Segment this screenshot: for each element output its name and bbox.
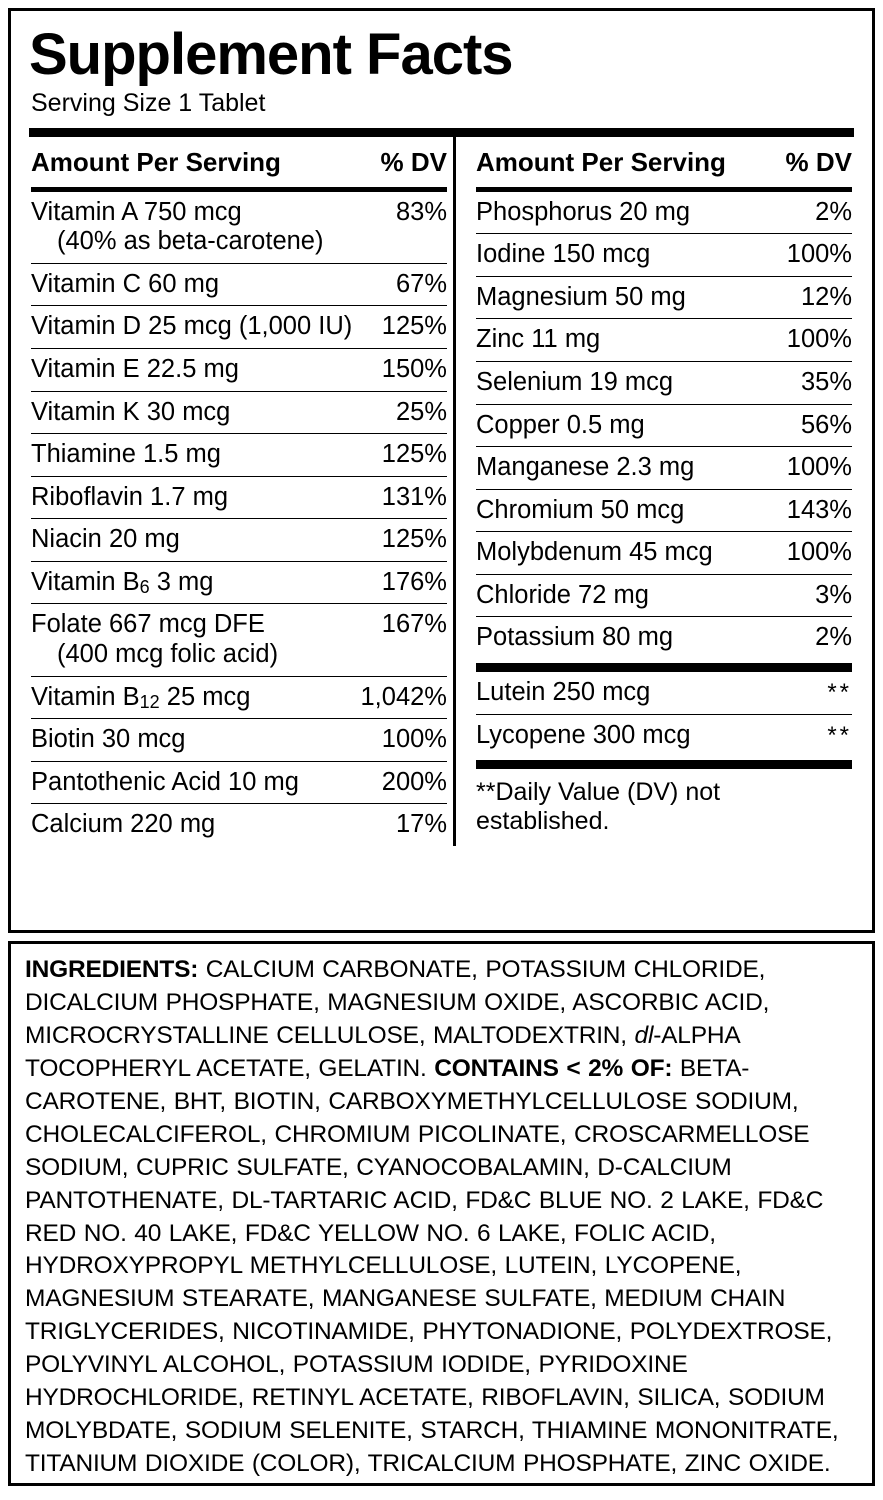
contains-less-than-label: CONTAINS < 2% OF: — [434, 1054, 673, 1082]
nutrient-daily-value: 56% — [800, 410, 852, 439]
nutrient-row — [476, 531, 852, 574]
nutrient-row — [476, 233, 852, 276]
nutrient-row — [31, 433, 447, 476]
nutrient-name: Zinc 11 mg — [476, 325, 601, 354]
nutrient-row — [476, 616, 852, 659]
nutrient-row — [31, 761, 447, 804]
ingredients-panel — [8, 941, 875, 1486]
nutrient-daily-value: 167% — [381, 610, 447, 639]
nutrient-daily-value: 143% — [786, 495, 852, 524]
nutrient-daily-value: 176% — [381, 567, 447, 596]
nutrient-row — [476, 318, 852, 361]
ingredients-part2: -ALPHA TOCOPHERYL ACETATE, GELATIN. — [25, 1021, 740, 1082]
nutrient-subnote: (400 mcg folic acid) — [57, 640, 279, 669]
nutrient-row — [31, 518, 447, 561]
nutrient-daily-value: 83% — [395, 197, 447, 226]
nutrient-daily-value: 125% — [381, 525, 447, 554]
nutrient-name: Vitamin B12 25 mcg — [31, 682, 251, 712]
nutrient-daily-value: 17% — [395, 810, 447, 839]
daily-value-footnote: **Daily Value (DV) not established. — [476, 778, 721, 835]
nutrient-daily-value: 2% — [815, 623, 852, 652]
amount-per-serving-label-left: Amount Per Serving — [31, 146, 281, 177]
nutrient-name: Folate 667 mcg DFE — [31, 610, 265, 639]
nutrient-daily-value: 100% — [786, 453, 852, 482]
nutrient-row — [31, 676, 447, 719]
nutrient-row — [476, 714, 852, 757]
nutrient-daily-value: 3% — [815, 580, 852, 609]
nutrient-row — [31, 348, 447, 391]
page-title: Supplement Facts — [29, 22, 513, 87]
nutrient-column-left — [25, 137, 453, 846]
ingredients-italic-prefix: dl — [634, 1021, 654, 1049]
nutrient-name: Riboflavin 1.7 mg — [31, 482, 229, 511]
nutrient-name: Iodine 150 mcg — [476, 240, 651, 269]
nutrient-daily-value: 12% — [800, 282, 852, 311]
nutrient-daily-value: ** — [827, 679, 852, 707]
divider-thick-right-upper — [476, 663, 852, 672]
nutrient-name: Vitamin B6 3 mg — [31, 567, 214, 597]
nutrient-daily-value: ** — [827, 721, 852, 749]
nutrient-daily-value: 1,042% — [360, 682, 447, 711]
supplement-facts-panel — [8, 8, 875, 933]
nutrient-daily-value: 100% — [786, 325, 852, 354]
column-header-right — [476, 137, 852, 187]
nutrient-name: Magnesium 50 mg — [476, 282, 686, 311]
percent-dv-label-left: % DV — [380, 146, 447, 177]
nutrient-name: Lutein 250 mcg — [476, 678, 651, 707]
nutrient-name: Vitamin K 30 mcg — [31, 397, 231, 426]
nutrient-name: Vitamin D 25 mcg (1,000 IU) — [31, 312, 353, 341]
divider-thick-top — [29, 128, 854, 137]
nutrient-column-right — [456, 137, 858, 846]
nutrient-name: Calcium 220 mg — [31, 810, 216, 839]
nutrient-name: Phosphorus 20 mg — [476, 197, 691, 226]
nutrient-name: Pantothenic Acid 10 mg — [31, 767, 299, 796]
nutrient-daily-value: 100% — [381, 725, 447, 754]
nutrient-list-right — [476, 192, 852, 659]
nutrient-row — [476, 574, 852, 617]
nutrient-list-left — [31, 192, 447, 846]
nutrient-daily-value: 200% — [381, 767, 447, 796]
nutrient-row — [31, 561, 447, 604]
nutrient-daily-value: 100% — [786, 240, 852, 269]
nutrient-name: Selenium 19 mcg — [476, 367, 674, 396]
nutrient-name: Lycopene 300 mcg — [476, 720, 691, 749]
nutrient-name: Vitamin A 750 mcg — [31, 197, 242, 226]
nutrient-daily-value: 35% — [800, 367, 852, 396]
nutrient-subnote: (40% as beta-carotene) — [57, 227, 324, 256]
nutrient-row — [476, 404, 852, 447]
nutrient-name: Manganese 2.3 mg — [476, 453, 695, 482]
nutrient-list-right-extra — [476, 672, 852, 756]
nutrient-daily-value: 100% — [786, 538, 852, 567]
column-header-left — [31, 137, 447, 187]
nutrient-row — [476, 489, 852, 532]
nutrient-daily-value: 125% — [381, 312, 447, 341]
nutrient-row — [31, 718, 447, 761]
nutrient-row — [476, 446, 852, 489]
nutrient-subscript: 6 — [139, 576, 150, 597]
ingredients-text — [25, 954, 858, 1481]
nutrient-row — [476, 672, 852, 714]
nutrient-row — [31, 391, 447, 434]
nutrient-daily-value: 67% — [395, 269, 447, 298]
nutrient-name: Vitamin E 22.5 mg — [31, 354, 239, 383]
nutrient-name: Potassium 80 mg — [476, 623, 674, 652]
nutrient-daily-value: 131% — [381, 482, 447, 511]
nutrient-daily-value: 25% — [395, 397, 447, 426]
nutrient-subscript: 12 — [139, 691, 160, 712]
percent-dv-label-right: % DV — [785, 146, 852, 177]
nutrient-row — [31, 803, 447, 846]
nutrient-name: Niacin 20 mg — [31, 525, 180, 554]
ingredients-part3: BETA-CAROTENE, BHT, BIOTIN, CARBOXYMETHYLCELLULOSE SODIUM, CHOLECALCIFEROL, CHROMIUM PICOLINATE, CROSCARMELLOSE SODIUM, CUPRIC SULFATE, CYANOCOBALAMIN, D-CALCIUM PANTOTHENATE, DL-TARTARIC ACID, FD&C BLUE NO. 2 LAKE, FD&C RED NO. 40 LAKE, FD&C YELLOW NO. 6 LAKE, FOLIC ACID, HYDROXYPROPYL METHYLCELLULOSE, LUTEIN, LYCOPENE, MAGNESIUM STEARATE, MANGANESE SULFATE, MEDIUM CHAIN TRIGLYCERIDES, NICOTINAMIDE, PHYTONADIONE, POLYDEXTROSE, POLYVINYL ALCOHOL, POTASSIUM IODIDE, PYRIDOXINE HYDROCHLORIDE, RETINYL ACETATE, RIBOFLAVIN, SILICA, SODIUM MOLYBDATE, SODIUM SELENITE, STARCH, THIAMINE MONONITRATE, TITANIUM DIOXIDE (COLOR), TRICALCIUM PHOSPHATE, ZINC OXIDE. — [25, 1054, 839, 1478]
nutrient-name: Copper 0.5 mg — [476, 410, 645, 439]
nutrient-name: Thiamine 1.5 mg — [31, 440, 221, 469]
nutrient-name: Vitamin C 60 mg — [31, 269, 220, 298]
nutrient-row — [476, 361, 852, 404]
nutrient-row — [476, 192, 852, 234]
nutrient-row — [31, 263, 447, 306]
nutrient-name: Molybdenum 45 mcg — [476, 538, 713, 567]
nutrient-row — [31, 305, 447, 348]
nutrient-row — [31, 192, 447, 228]
nutrient-columns — [25, 137, 858, 846]
nutrient-row — [31, 476, 447, 519]
nutrient-daily-value: 125% — [381, 440, 447, 469]
nutrient-row — [476, 276, 852, 319]
ingredients-part1: CALCIUM CARBONATE, POTASSIUM CHLORIDE, DICALCIUM PHOSPHATE, MAGNESIUM OXIDE, ASCORBIC ACID, MICROCRYSTALLINE CELLULOSE, MALTODEXTRIN, — [25, 956, 770, 1049]
amount-per-serving-label-right: Amount Per Serving — [476, 146, 726, 177]
nutrient-daily-value: 2% — [815, 197, 852, 226]
ingredients-label: INGREDIENTS: — [25, 956, 199, 983]
nutrient-name: Chloride 72 mg — [476, 580, 649, 609]
nutrient-daily-value: 150% — [381, 354, 447, 383]
nutrient-name: Biotin 30 mcg — [31, 725, 186, 754]
nutrient-name: Chromium 50 mcg — [476, 495, 685, 524]
divider-thick-right-lower — [476, 760, 852, 769]
serving-size-text: Serving Size 1 Tablet — [31, 89, 266, 118]
nutrient-row — [31, 603, 447, 640]
